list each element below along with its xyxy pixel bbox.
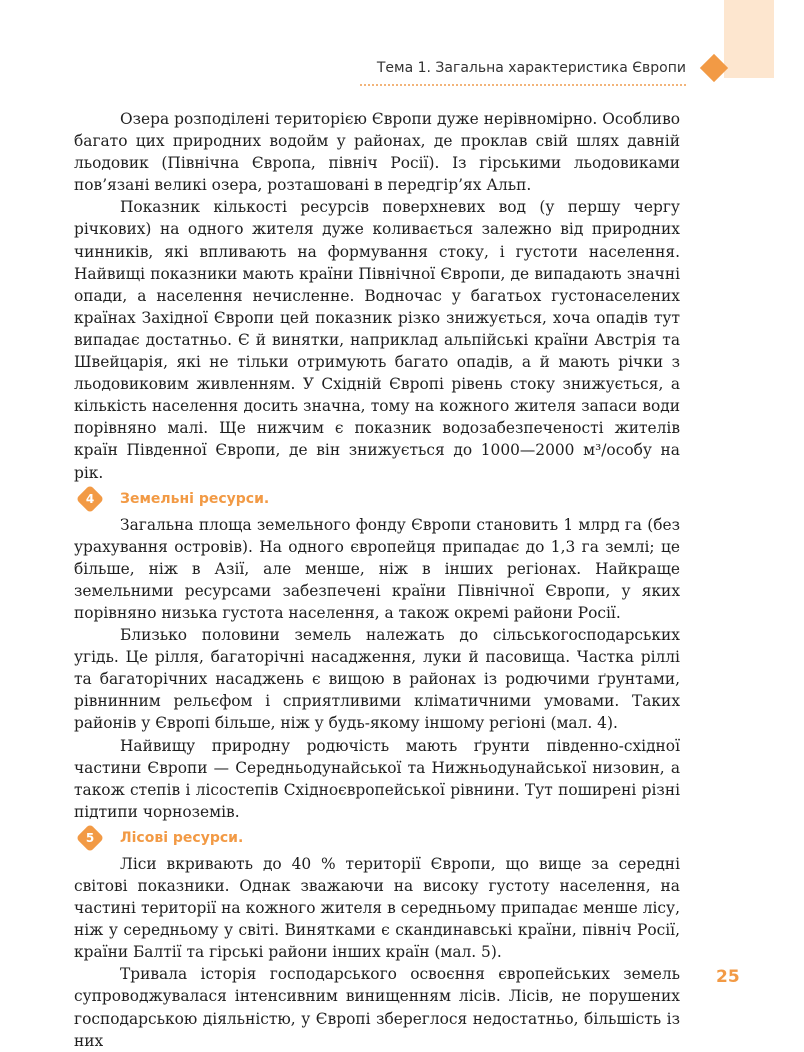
section-heading-forest [74, 825, 680, 851]
section-number-badge: 5 [76, 824, 104, 852]
corner-tab [724, 0, 774, 78]
section-heading-land [74, 486, 680, 512]
paragraph-land-2: Близько половини земель належать до сільськогосподарських угідь. Це рілля, багаторічні насадження, луки й пасовища. Частка ріллі та багаторічних насаджень є вищою в районах із родючими ґрунтами, рівнинним рельєфом і сприятливими кліматичними умовами. Таких районів у Європі більше, ніж у будь-якому іншому регіоні (мал. 4). [74, 626, 680, 733]
section-title-land: Земельні ресурси. [120, 490, 270, 507]
paragraph-land-3: Найвищу природну родючість мають ґрунти південно-східної частини Європи — Середньодунайської та Нижньодунайської низовин, а також степів і лісостепів Східноєвропейської рівнини. Тут поширені різні підтипи чорноземів. [74, 736, 680, 821]
paragraph-forest-1: Ліси вкривають до 40 % території Європи, що вище за середні світові показники. Однак зважаючи на високу густоту населення, на частині території на кожного жителя в середньому припадає менше лісу, ніж у середньому у світі. Винятками є скандинавські країни, північ Росії, країни Балтії та гірські райони інших країн (мал. 5). [74, 854, 680, 962]
section-number-badge: 4 [76, 484, 104, 512]
header-title: Тема 1. Загальна характеристика Європи [376, 60, 686, 76]
paragraph-forest-2: Тривала історія господарського освоєння європейських земель супроводжувалася інтенсивним винищенням лісів. Лісів, не порушених господарською діяльністю, у Європі збереглося недостатньо, більшість із них [74, 965, 680, 1050]
section-title-forest: Лісові ресурси. [120, 829, 244, 846]
paragraph-lakes: Озера розподілені територією Європи дуже нерівномірно. Особливо багато цих природних водойм у районах, де проклав свій шлях давній льодовик (Північна Європа, північ Росії). Із гірськими льодовиками пов’язані великі озера, розташовані в передгір’ях Альп. [74, 110, 680, 195]
text-body [74, 108, 680, 1052]
page-header [360, 54, 686, 86]
paragraph-surface-water: Показник кількості ресурсів поверхневих вод (у першу чергу річкових) на одного жителя дуже коливається залежно від природних чинників, які впливають на формування стоку, і густоти населення. Найвищі показники мають країни Північної Європи, де випадають значні опади, а населення нечисленне. Водночас у багатьох густонаселених країнах Західної Європи цей показник різко знижується, хоча опадів тут випадає достатньо. Є й винятки, наприклад альпійські країни Австрія та Швейцарія, які не тільки отримують багато опадів, а й мають річки з льодовиковим живленням. У Східній Європі рівень стоку знижується, а кількість населення досить значна, тому на кожного жителя запаси води порівняно малі. Ще нижчим є показник водозабезпеченості жителів країн Південної Європи, де він знижується до 1000—2000 м³/особу на рік. [74, 198, 680, 482]
paragraph-land-1: Загальна площа земельного фонду Європи становить 1 млрд га (без урахування островів). На одного європейця припадає до 1,3 га землі; це більше, ніж в Азії, але менше, ніж в інших регіонах. Найкраще земельними ресурсами забезпечені країни Північної Європи, у яких порівняно низька густота населення, а також окремі райони Росії. [74, 515, 680, 622]
page-number: 25 [716, 967, 740, 987]
